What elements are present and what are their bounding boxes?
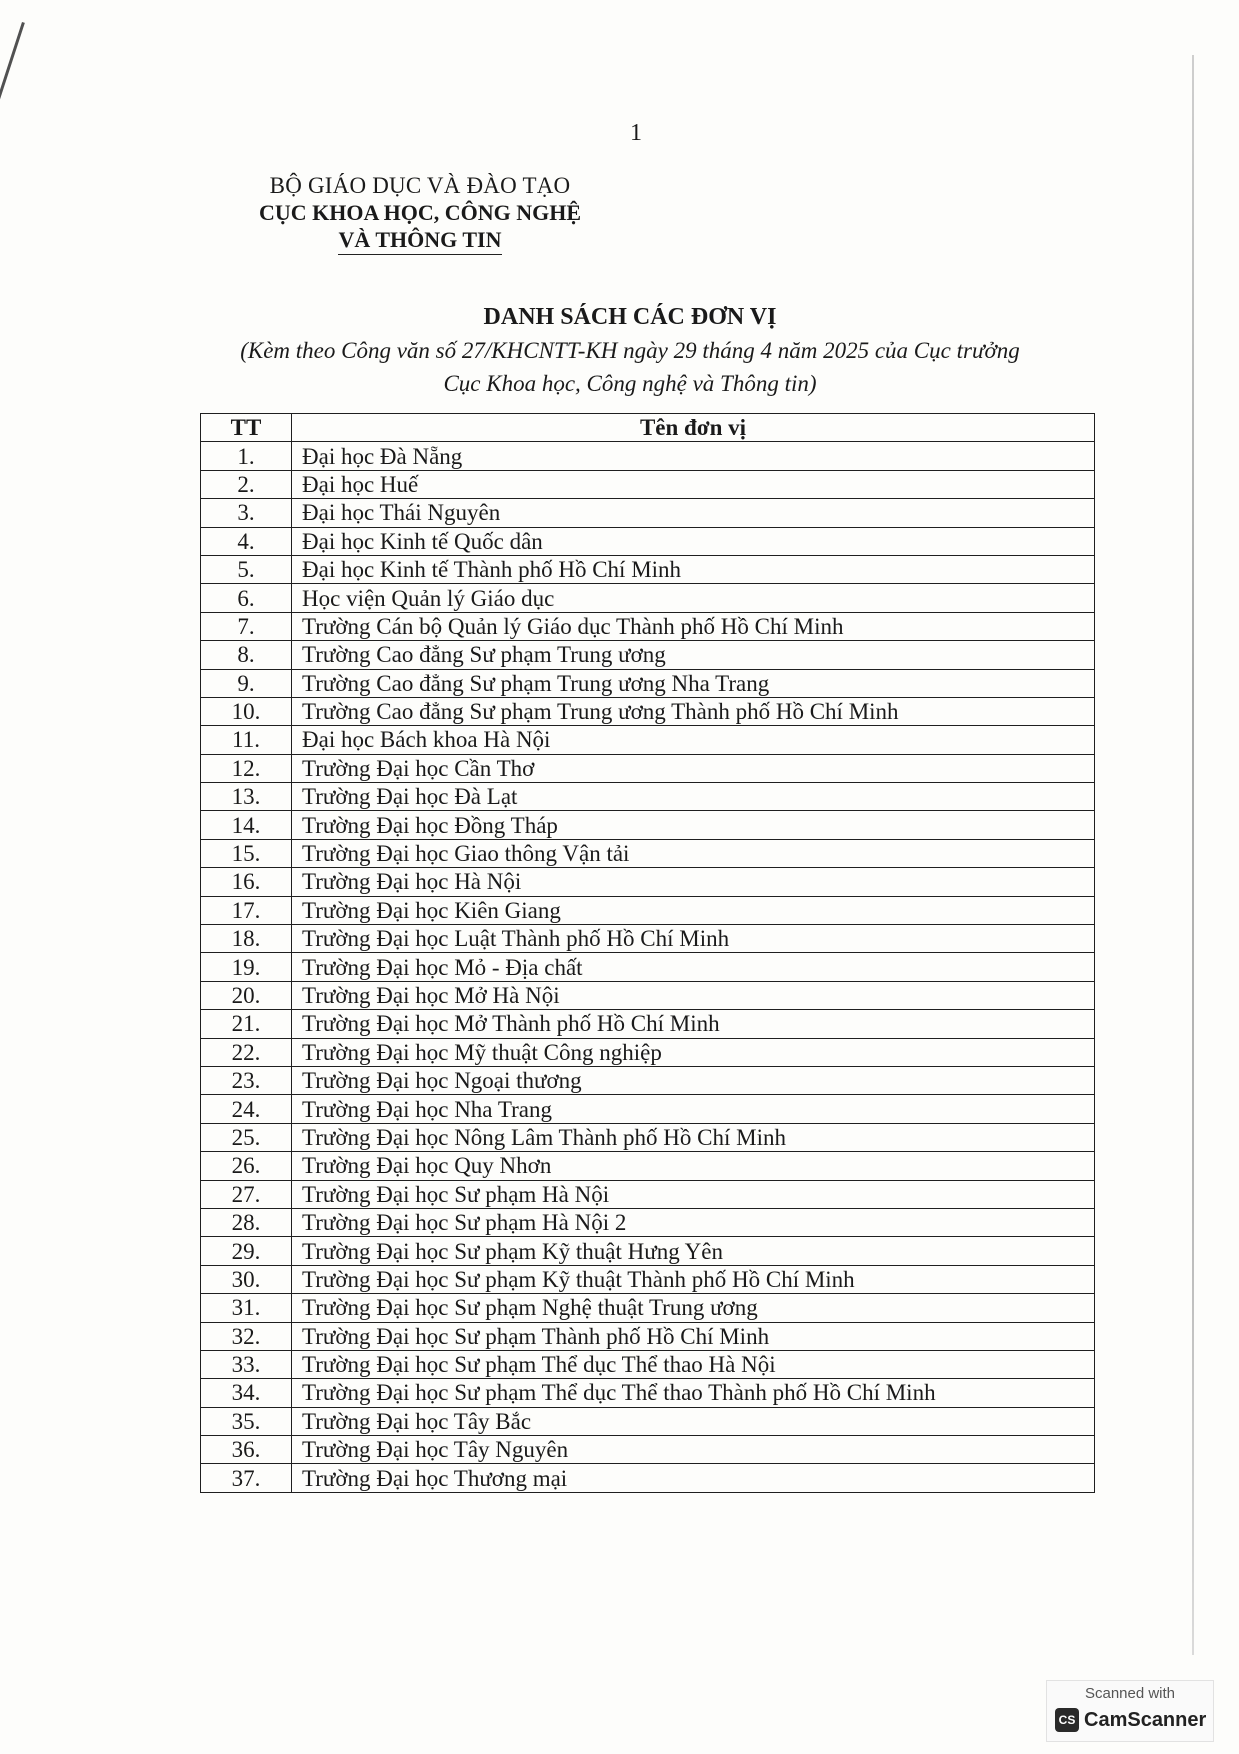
row-number: 6. xyxy=(201,584,292,612)
row-number: 20. xyxy=(201,981,292,1009)
table-row xyxy=(201,1152,1095,1180)
row-number: 23. xyxy=(201,1066,292,1094)
table-row xyxy=(201,1350,1095,1378)
row-number: 27. xyxy=(201,1180,292,1208)
row-number: 28. xyxy=(201,1208,292,1236)
row-number: 7. xyxy=(201,612,292,640)
table-row xyxy=(201,499,1095,527)
table-row xyxy=(201,1294,1095,1322)
unit-name: Trường Đại học Sư phạm Kỹ thuật Thành phố Hồ Chí Minh xyxy=(292,1265,1095,1293)
table-row xyxy=(201,555,1095,583)
camscanner-watermark xyxy=(1046,1680,1214,1742)
row-number: 10. xyxy=(201,697,292,725)
unit-name: Trường Đại học Nông Lâm Thành phố Hồ Chí Minh xyxy=(292,1123,1095,1151)
unit-name: Trường Đại học Nha Trang xyxy=(292,1095,1095,1123)
scanned-with-label: Scanned with xyxy=(1084,1685,1176,1702)
table-row xyxy=(201,470,1095,498)
unit-name: Học viện Quản lý Giáo dục xyxy=(292,584,1095,612)
row-number: 22. xyxy=(201,1038,292,1066)
table-row xyxy=(201,1379,1095,1407)
table-header-row xyxy=(201,414,1095,442)
unit-name: Trường Đại học Quy Nhơn xyxy=(292,1152,1095,1180)
department-name-line1: CỤC KHOA HỌC, CÔNG NGHỆ xyxy=(258,200,582,225)
unit-name: Trường Đại học Sư phạm Thành phố Hồ Chí Minh xyxy=(292,1322,1095,1350)
unit-name: Trường Đại học Ngoại thương xyxy=(292,1066,1095,1094)
row-number: 9. xyxy=(201,669,292,697)
unit-name: Trường Đại học Đà Lạt xyxy=(292,783,1095,811)
table-row xyxy=(201,612,1095,640)
unit-name: Đại học Thái Nguyên xyxy=(292,499,1095,527)
issuing-organization xyxy=(210,172,630,255)
table-row xyxy=(201,1208,1095,1236)
unit-name: Trường Cao đẳng Sư phạm Trung ương Nha Trang xyxy=(292,669,1095,697)
camscanner-brand xyxy=(1055,1708,1206,1732)
unit-name: Trường Đại học Đồng Tháp xyxy=(292,811,1095,839)
row-number: 15. xyxy=(201,839,292,867)
units-table-body xyxy=(201,442,1095,1492)
scan-artifact-mark xyxy=(0,22,25,147)
unit-name: Đại học Huế xyxy=(292,470,1095,498)
unit-name: Trường Đại học Thương mại xyxy=(292,1464,1095,1492)
table-row xyxy=(201,669,1095,697)
document-subtitle-line1: (Kèm theo Công văn số 27/KHCNTT-KH ngày 29 tháng 4 năm 2025 của Cục trưởng xyxy=(240,338,1020,363)
camscanner-brand-name: CamScanner xyxy=(1084,1708,1207,1731)
table-row xyxy=(201,1123,1095,1151)
unit-name: Trường Đại học Sư phạm Kỹ thuật Hưng Yên xyxy=(292,1237,1095,1265)
row-number: 29. xyxy=(201,1237,292,1265)
row-number: 14. xyxy=(201,811,292,839)
table-row xyxy=(201,783,1095,811)
table-row xyxy=(201,1464,1095,1492)
row-number: 18. xyxy=(201,925,292,953)
unit-name: Trường Đại học Mở Hà Nội xyxy=(292,981,1095,1009)
table-row xyxy=(201,1010,1095,1038)
table-row xyxy=(201,726,1095,754)
unit-name: Trường Đại học Giao thông Vận tải xyxy=(292,839,1095,867)
row-number: 16. xyxy=(201,868,292,896)
units-table xyxy=(200,413,1095,1493)
unit-name: Trường Đại học Tây Nguyên xyxy=(292,1436,1095,1464)
table-row xyxy=(201,754,1095,782)
row-number: 5. xyxy=(201,555,292,583)
document-title: DANH SÁCH CÁC ĐƠN VỊ xyxy=(483,304,777,330)
table-row xyxy=(201,925,1095,953)
unit-name: Trường Đại học Mỏ - Địa chất xyxy=(292,953,1095,981)
table-row xyxy=(201,953,1095,981)
ministry-name: BỘ GIÁO DỤC VÀ ĐÀO TẠO xyxy=(269,173,571,198)
unit-name: Trường Đại học Mở Thành phố Hồ Chí Minh xyxy=(292,1010,1095,1038)
page-number: 1 xyxy=(630,120,642,146)
row-number: 13. xyxy=(201,783,292,811)
table-row xyxy=(201,697,1095,725)
unit-name: Trường Đại học Kiên Giang xyxy=(292,896,1095,924)
row-number: 11. xyxy=(201,726,292,754)
unit-name: Trường Đại học Mỹ thuật Công nghiệp xyxy=(292,1038,1095,1066)
column-header-tt: TT xyxy=(201,414,292,442)
unit-name: Trường Đại học Tây Bắc xyxy=(292,1407,1095,1435)
table-row xyxy=(201,1066,1095,1094)
row-number: 17. xyxy=(201,896,292,924)
camscanner-logo-icon: CS xyxy=(1055,1708,1079,1732)
unit-name: Trường Đại học Sư phạm Hà Nội 2 xyxy=(292,1208,1095,1236)
row-number: 34. xyxy=(201,1379,292,1407)
department-name-line2: VÀ THÔNG TIN xyxy=(338,226,501,255)
row-number: 36. xyxy=(201,1436,292,1464)
document-subtitle-line2: Cục Khoa học, Công nghệ và Thông tin) xyxy=(443,371,817,396)
unit-name: Trường Đại học Cần Thơ xyxy=(292,754,1095,782)
unit-name: Trường Đại học Sư phạm Hà Nội xyxy=(292,1180,1095,1208)
table-row xyxy=(201,1407,1095,1435)
table-row xyxy=(201,1095,1095,1123)
row-number: 32. xyxy=(201,1322,292,1350)
row-number: 8. xyxy=(201,641,292,669)
row-number: 12. xyxy=(201,754,292,782)
table-row xyxy=(201,1038,1095,1066)
row-number: 4. xyxy=(201,527,292,555)
table-row xyxy=(201,1436,1095,1464)
row-number: 35. xyxy=(201,1407,292,1435)
unit-name: Trường Cán bộ Quản lý Giáo dục Thành phố Hồ Chí Minh xyxy=(292,612,1095,640)
row-number: 30. xyxy=(201,1265,292,1293)
row-number: 19. xyxy=(201,953,292,981)
row-number: 33. xyxy=(201,1350,292,1378)
row-number: 1. xyxy=(201,442,292,470)
table-row xyxy=(201,981,1095,1009)
unit-name: Trường Đại học Sư phạm Nghệ thuật Trung ương xyxy=(292,1294,1095,1322)
table-row xyxy=(201,868,1095,896)
document-title-block xyxy=(170,300,1090,400)
unit-name: Đại học Kinh tế Thành phố Hồ Chí Minh xyxy=(292,555,1095,583)
table-row xyxy=(201,641,1095,669)
unit-name: Trường Đại học Sư phạm Thể dục Thể thao Hà Nội xyxy=(292,1350,1095,1378)
table-row xyxy=(201,811,1095,839)
row-number: 3. xyxy=(201,499,292,527)
table-row xyxy=(201,527,1095,555)
unit-name: Trường Đại học Sư phạm Thể dục Thể thao Thành phố Hồ Chí Minh xyxy=(292,1379,1095,1407)
unit-name: Đại học Đà Nẵng xyxy=(292,442,1095,470)
table-row xyxy=(201,1237,1095,1265)
row-number: 25. xyxy=(201,1123,292,1151)
table-row xyxy=(201,1265,1095,1293)
table-row xyxy=(201,1322,1095,1350)
table-row xyxy=(201,1180,1095,1208)
table-row xyxy=(201,839,1095,867)
unit-name: Trường Cao đẳng Sư phạm Trung ương xyxy=(292,641,1095,669)
table-row xyxy=(201,442,1095,470)
table-row xyxy=(201,584,1095,612)
row-number: 31. xyxy=(201,1294,292,1322)
row-number: 2. xyxy=(201,470,292,498)
column-header-unit-name: Tên đơn vị xyxy=(292,414,1095,442)
row-number: 37. xyxy=(201,1464,292,1492)
unit-name: Trường Đại học Hà Nội xyxy=(292,868,1095,896)
scan-edge-shadow xyxy=(1192,55,1194,1655)
table-row xyxy=(201,896,1095,924)
unit-name: Đại học Kinh tế Quốc dân xyxy=(292,527,1095,555)
row-number: 24. xyxy=(201,1095,292,1123)
row-number: 26. xyxy=(201,1152,292,1180)
unit-name: Trường Đại học Luật Thành phố Hồ Chí Minh xyxy=(292,925,1095,953)
row-number: 21. xyxy=(201,1010,292,1038)
unit-name: Trường Cao đẳng Sư phạm Trung ương Thành phố Hồ Chí Minh xyxy=(292,697,1095,725)
unit-name: Đại học Bách khoa Hà Nội xyxy=(292,726,1095,754)
